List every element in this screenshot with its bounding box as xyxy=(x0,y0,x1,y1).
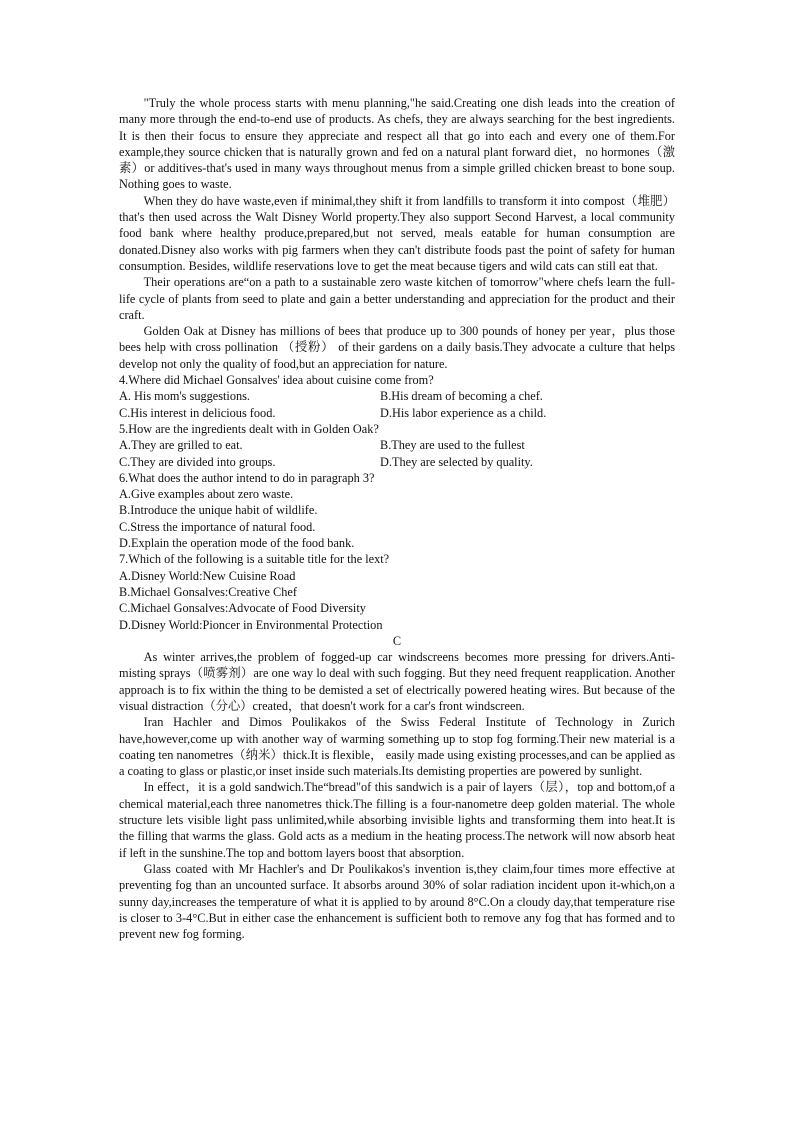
option-b: B.They are used to the fullest xyxy=(380,438,525,453)
passage-b-paragraph-1: "Truly the whole process starts with menu planning,"he said.Creating one dish leads into the creation of many more through the end-to-end use of products. As chefs, they are always searching for the best ingredients. It is then their focus to ensure they appreciate and respect all that go into each and every one of them.For example,they source chicken that is naturally grown and fed on a natural plant forward diet，no hormones（激素）or additives-that's used in many ways throughout menus from a simple grilled chicken breast to bone soup. Nothing goes to waste. xyxy=(119,96,675,192)
question-5 xyxy=(119,421,675,470)
question-stem: 4.Where did Michael Gonsalves' idea about cuisine come from? xyxy=(119,373,434,388)
option-d: D.Explain the operation mode of the food bank. xyxy=(119,536,355,551)
passage-c-paragraph-3: In effect，it is a gold sandwich.The“bread"of this sandwich is a pair of layers（层），top and bottom,of a chemical material,each three nanometres thick.The filling is a four-nanometre deep golden material. The whole structure lets visible light pass unlimited,while absorbing invisible lights and transforming them into heat.It is the filling that warms the glass. Gold acts as a medium in the heating process.The network will now absorb heat if left in the sunshine.The top and bottom layers boost that absorption. xyxy=(119,780,675,860)
passage-c-paragraph-1: As winter arrives,the problem of fogged-up car windscreens becomes more pressing for drivers.Anti-misting sprays（喷雾剂）are one way lo deal with such fogging. But they need frequent reapplication. Another approach is to fix within the thing to be demisted a set of electrically powered heating wires. But because of the visual distraction（分心）created，that doesn't work for a car's front windscreen. xyxy=(119,650,675,713)
question-stem: 5.How are the ingredients dealt with in Golden Oak? xyxy=(119,421,379,436)
passage-b-paragraph-3: Their operations are“on a path to a sustainable zero waste kitchen of tomorrow"where chefs learn the full-life cycle of plants from seed to plate and gain a better understanding and appreciation for the product and their craft. xyxy=(119,275,675,322)
option-d: D.His labor experience as a child. xyxy=(380,405,547,420)
question-4 xyxy=(119,372,675,421)
option-d: D.Disney World:Pioncer in Environmental Protection xyxy=(119,617,383,632)
question-7 xyxy=(119,551,675,632)
option-c: C.Michael Gonsalves:Advocate of Food Diversity xyxy=(119,601,366,616)
option-c: C.His interest in delicious food. xyxy=(119,405,276,420)
option-b: B.Michael Gonsalves:Creative Chef xyxy=(119,584,297,599)
option-b: B.His dream of becoming a chef. xyxy=(380,389,543,404)
option-a: A.They are grilled to eat. xyxy=(119,438,243,453)
option-c: C.Stress the importance of natural food. xyxy=(119,519,316,534)
question-stem: 6.What does the author intend to do in paragraph 3? xyxy=(119,470,375,485)
question-6 xyxy=(119,470,675,551)
document-page xyxy=(119,95,675,942)
option-row xyxy=(119,437,675,453)
section-c-heading: C xyxy=(392,633,402,648)
passage-c-paragraph-2: Iran Hachler and Dimos Poulikakos of the Swiss Federal Institute of Technology in Zurich have,however,come up with another way of warming something up to stop fog forming.Their new material is a coating ten nanometres（纳米）thick.It is flexible， easily made using existing processes,and can be applied as a coating to glass or plastic,or inset inside such materials.Its demisting properties are powered by sunlight. xyxy=(119,715,675,779)
option-d: D.They are selected by quality. xyxy=(380,454,533,469)
passage-b-paragraph-4: Golden Oak at Disney has millions of bees that produce up to 300 pounds of honey per year，plus those bees help with cross pollination （授粉） of their gardens on a daily basis.They advocate a culture that helps develop not only the quality of food,but an appreciation for nature. xyxy=(119,324,675,371)
passage-c-paragraph-4: Glass coated with Mr Hachler's and Dr Poulikakos's invention is,they claim,four times more effective at preventing fog than an uncounted surface. It absorbs around 30% of solar radiation incident upon it-which,on a sunny day,increases the temperature of what it is applied to by around 8°C.On a cloudy day,that temperature rise is closer to 3-4°C.But in either case the enhancement is sufficient both to remove any fog that has formed and to prevent new fog forming. xyxy=(119,861,675,942)
question-stem: 7.Which of the following is a suitable title for the lext? xyxy=(119,552,390,567)
option-row xyxy=(119,388,675,404)
option-b: B.Introduce the unique habit of wildlife. xyxy=(119,503,318,518)
option-a: A.Give examples about zero waste. xyxy=(119,487,294,502)
passage-b-paragraph-2: When they do have waste,even if minimal,they shift it from landfills to transform it into compost（堆肥）that's then used across the Walt Disney World property.They also support Second Harvest, a local community food bank where healthy produce,prepared,but not served, meals eatable for human consumption are donated.Disney also works with pig farmers when they can't distribute foods past the point of safety for human consumption. Besides, wildlife reservations love to get the meat because tigers and wild cats can still eat that. xyxy=(119,193,675,273)
option-a: A.Disney World:New Cuisine Road xyxy=(119,568,296,583)
option-a: A. His mom's suggestions. xyxy=(119,389,251,404)
option-row xyxy=(119,454,675,470)
option-row xyxy=(119,405,675,421)
option-c: C.They are divided into groups. xyxy=(119,454,276,469)
